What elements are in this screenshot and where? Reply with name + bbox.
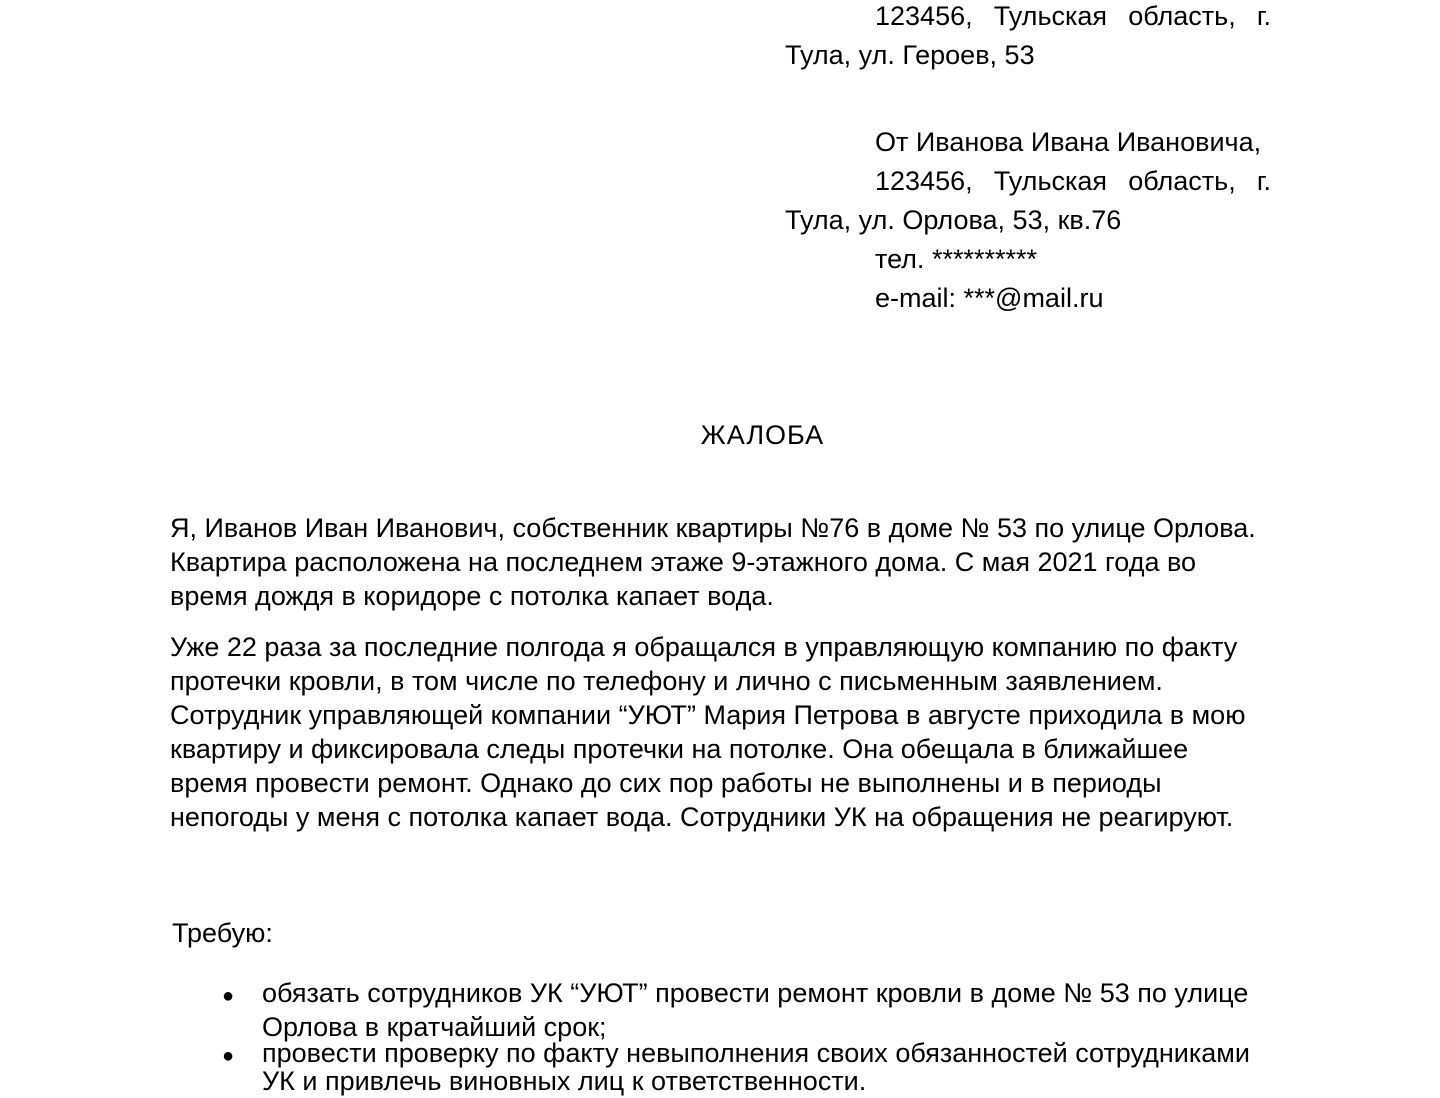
sender-address-line: 123456, Тульская область, г. xyxy=(875,166,1271,196)
paragraph-line: Квартира расположена на последнем этаже 9-этажного дома. С мая 2021 года во xyxy=(170,547,1197,577)
list-item xyxy=(222,976,1248,1010)
sender-name-line: От Иванова Ивана Ивановича, xyxy=(875,127,1262,157)
recipient-address-line: Тула, ул. Героев, 53 xyxy=(785,40,1035,70)
paragraph-2 xyxy=(170,630,1245,834)
paragraph-line: квартиру и фиксировала следы протечки на потолке. Она обещала в ближайшее xyxy=(170,734,1189,764)
paragraph-line: Я, Иванов Иван Иванович, собственник квартиры №76 в доме № 53 по улице Орлова. xyxy=(170,513,1256,543)
paragraph-line: время провести ремонт. Однако до сих пор работы не выполнены и в периоды xyxy=(170,768,1162,798)
list-item-text: обязать сотрудников УК “УЮТ” провести ремонт кровли в доме № 53 по улице xyxy=(262,978,1249,1008)
document-title: ЖАЛОБА xyxy=(700,420,825,450)
sender-phone-line: тел. ********** xyxy=(875,244,1038,274)
list-item-text: провести проверку по факту невыполнения своих обязанностей сотрудниками xyxy=(262,1038,1250,1068)
sender-email-line: e-mail: ***@mail.ru xyxy=(875,283,1104,313)
bullet-icon: ● xyxy=(222,1045,235,1067)
demands-heading: Требую: xyxy=(172,918,273,948)
paragraph-line: время дождя в коридоре с потолка капает вода. xyxy=(170,581,774,611)
bullet-icon: ● xyxy=(222,985,235,1007)
list-item-text-clipped: УК и привлечь виновных лиц к ответственности. xyxy=(262,1066,867,1096)
sender-address-line: Тула, ул. Орлова, 53, кв.76 xyxy=(785,205,1122,235)
paragraph-line: непогоды у меня с потолка капает вода. Сотрудники УК на обращения не реагируют. xyxy=(170,802,1234,832)
paragraph-line: протечки кровли, в том числе по телефону и лично с письменным заявлением. xyxy=(170,666,1163,696)
paragraph-1 xyxy=(170,511,1256,613)
paragraph-line: Уже 22 раза за последние полгода я обращался в управляющую компанию по факту xyxy=(170,632,1238,662)
list-item-text: Орлова в кратчайший срок; xyxy=(262,1012,607,1042)
paragraph-line: Сотрудник управляющей компании “УЮТ” Мария Петрова в августе приходила в мою xyxy=(170,700,1246,730)
recipient-address-line: 123456, Тульская область, г. xyxy=(875,1,1271,31)
